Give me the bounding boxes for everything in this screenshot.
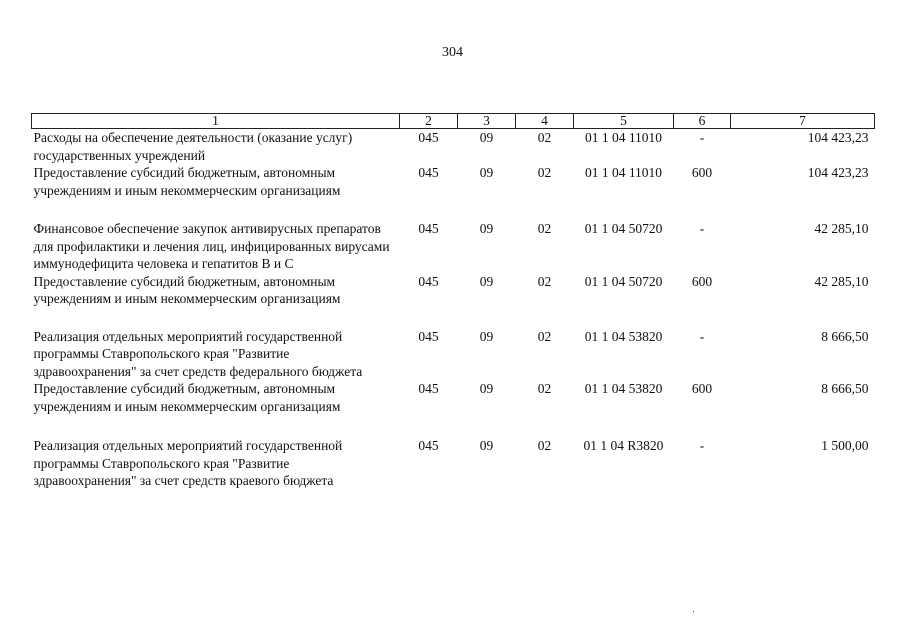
row-expense-type: - — [699, 328, 705, 344]
column-header-3: 3 — [458, 114, 516, 129]
row-target-code: 01 1 04 11010 — [584, 165, 663, 180]
row-subsection-code: 02 — [537, 221, 552, 236]
table-row — [32, 129, 875, 165]
row-expense-type: - — [699, 438, 705, 453]
table-row — [32, 219, 875, 273]
row-subsection-code: 02 — [537, 273, 552, 289]
row-name: Реализация отдельных мероприятий государственной программы Ставропольского края "Развитие здравоохранения" за счет средств краевого бюджета — [33, 438, 343, 488]
row-ministry-code: 045 — [418, 165, 439, 180]
row-section-code: 09 — [479, 381, 494, 396]
row-section-code: 09 — [479, 165, 494, 180]
row-ministry-code: 045 — [418, 381, 439, 396]
row-target-code: 01 1 04 50720 — [584, 221, 663, 236]
row-subsection-code: 02 — [537, 328, 552, 344]
row-amount: 104 423,23 — [807, 130, 869, 145]
column-header-4: 4 — [516, 114, 574, 129]
row-amount: 1 500,00 — [821, 438, 869, 453]
row-name: Предоставление субсидий бюджетным, автономным учреждениям и иным некоммерческим организациям — [33, 273, 341, 306]
row-name: Предоставление субсидий бюджетным, автономным учреждениям и иным некоммерческим организациям — [33, 165, 341, 198]
header-row — [32, 114, 875, 129]
row-amount: 42 285,10 — [814, 221, 869, 236]
row-ministry-code: 045 — [418, 438, 439, 453]
row-amount: 104 423,23 — [807, 165, 869, 180]
row-expense-type: 600 — [691, 165, 713, 180]
row-spacer — [32, 308, 875, 328]
row-section-code: 09 — [479, 221, 494, 236]
table-row — [32, 273, 875, 308]
row-ministry-code: 045 — [418, 273, 439, 289]
row-name: Расходы на обеспечение деятельности (оказание услуг) государственных учреждений — [33, 130, 353, 163]
scan-speck — [693, 611, 694, 612]
table-row — [32, 328, 875, 381]
row-target-code: 01 1 04 50720 — [584, 273, 663, 289]
table-row — [32, 437, 875, 490]
row-section-code: 09 — [479, 130, 494, 145]
budget-table — [31, 113, 875, 490]
column-header-5: 5 — [574, 114, 674, 129]
table-row — [32, 380, 875, 415]
row-expense-type: 600 — [691, 273, 713, 289]
row-spacer — [32, 199, 875, 219]
page-number: 304 — [442, 45, 463, 60]
row-amount: 8 666,50 — [821, 381, 869, 396]
column-header-6: 6 — [674, 114, 731, 129]
row-amount: 8 666,50 — [821, 328, 869, 344]
row-name: Реализация отдельных мероприятий государственной программы Ставропольского края "Развитие здравоохранения" за счет средств федерального бюджета — [33, 328, 363, 379]
column-header-2: 2 — [400, 114, 458, 129]
row-ministry-code: 045 — [418, 221, 439, 236]
row-target-code: 01 1 04 53820 — [584, 381, 663, 396]
row-section-code: 09 — [479, 273, 494, 289]
row-subsection-code: 02 — [537, 130, 552, 145]
row-section-code: 09 — [479, 328, 494, 344]
row-ministry-code: 045 — [418, 130, 439, 145]
column-header-1: 1 — [32, 114, 400, 129]
row-target-code: 01 1 04 11010 — [584, 130, 663, 145]
row-subsection-code: 02 — [537, 381, 552, 396]
row-ministry-code: 045 — [418, 328, 439, 344]
row-name: Финансовое обеспечение закупок антивирусных препаратов для профилактики и лечения лиц, инфицированных вирусами иммунодефицита человека и гепатитов В и С — [33, 221, 390, 271]
row-target-code: 01 1 04 R3820 — [583, 438, 664, 453]
row-amount: 42 285,10 — [814, 273, 869, 289]
row-section-code: 09 — [479, 438, 494, 453]
column-header-7: 7 — [731, 114, 875, 129]
row-expense-type: 600 — [691, 381, 713, 396]
row-name: Предоставление субсидий бюджетным, автономным учреждениям и иным некоммерческим организациям — [33, 381, 341, 414]
row-spacer — [32, 415, 875, 437]
row-subsection-code: 02 — [537, 165, 552, 180]
table-row — [32, 164, 875, 199]
row-subsection-code: 02 — [537, 438, 552, 453]
row-expense-type: - — [699, 221, 705, 236]
row-expense-type: - — [699, 130, 705, 145]
row-target-code: 01 1 04 53820 — [584, 328, 663, 344]
